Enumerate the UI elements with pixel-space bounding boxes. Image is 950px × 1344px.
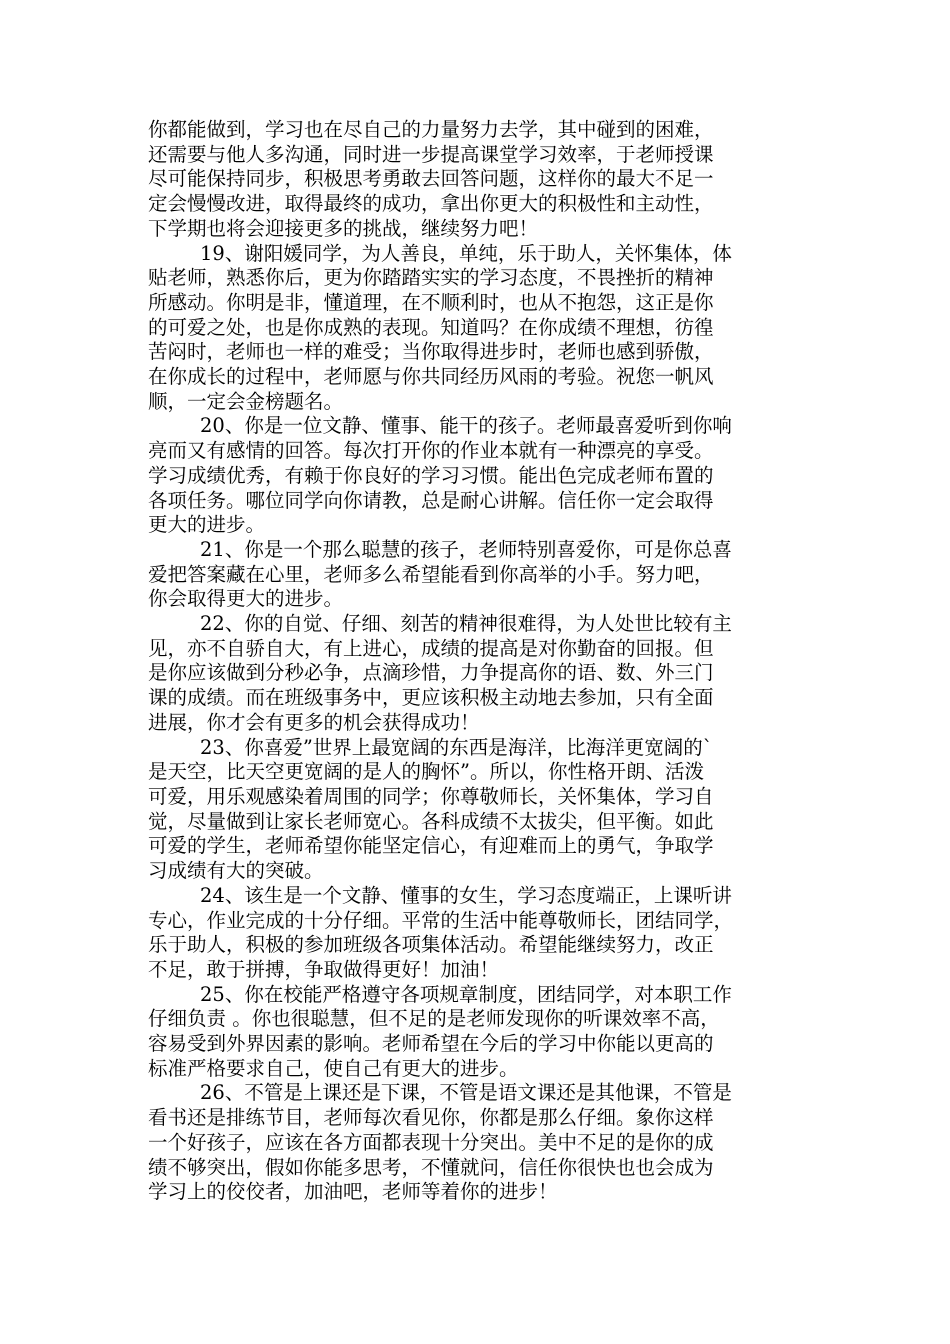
text-line: 是天空，比天空更宽阔的是人的胸怀”。所以，你性格开朗、活泼	[148, 760, 704, 784]
text-line: 仔细负责 。你也很聪慧，但不足的是老师发现你的听课效率不高，	[148, 1007, 720, 1031]
text-line: 20、你是一位文静、懂事、能干的孩子。老师最喜爱听到你响	[200, 414, 732, 438]
text-line: 的可爱之处，也是你成熟的表现。知道吗？在你成绩不理想，彷徨	[148, 315, 714, 339]
text-line: 不足，敢于拼搏，争取做得更好！加油！	[148, 957, 500, 981]
text-line: 可爱的学生，老师希望你能坚定信心，有迎难而上的勇气，争取学	[148, 834, 714, 858]
text-line: 苦闷时，老师也一样的难受；当你取得进步时，老师也感到骄傲，	[148, 340, 714, 364]
text-line: 顺，一定会金榜题名。	[148, 389, 344, 413]
paragraph-20	[148, 414, 828, 538]
text-line: 容易受到外界因素的影响。老师希望在今后的学习中你能以更高的	[148, 1032, 714, 1056]
paragraph-24	[148, 884, 828, 983]
text-line: 爱把答案藏在心里，老师多么希望能看到你高举的小手。努力吧，	[148, 562, 714, 586]
text-line: 24、该生是一个文静、懂事的女生，学习态度端正，上课听讲	[200, 883, 732, 907]
text-line: 各项任务。哪位同学向你请教，总是耐心讲解。信任你一定会取得	[148, 488, 714, 512]
text-line: 所感动。你明是非，懂道理，在不顺利时，也从不抱怨，这正是你	[148, 290, 714, 314]
text-line: 学习上的佼佼者，加油吧，老师等着你的进步！	[148, 1180, 558, 1204]
text-line: 绩不够突出，假如你能多思考，不懂就问，信任你很快也也会成为	[148, 1155, 714, 1179]
text-line: 是你应该做到分秒必争，点滴珍惜，力争提高你的语、数、外三门	[148, 661, 714, 685]
body-text	[148, 118, 828, 1205]
text-line: 23、你喜爱”世界上最宽阔的东西是海洋，比海洋更宽阔的`	[200, 735, 713, 759]
text-line: 你会取得更大的进步。	[148, 587, 344, 611]
text-line: 乐于助人，积极的参加班级各项集体活动。希望能继续努力，改正	[148, 933, 714, 957]
text-line: 习成绩有大的突破。	[148, 859, 324, 883]
paragraph-22	[148, 612, 828, 736]
paragraph-23	[148, 736, 828, 884]
text-line: 专心，作业完成的十分仔细。平常的生活中能尊敬师长，团结同学，	[148, 908, 734, 932]
paragraph-19	[148, 242, 828, 415]
text-line: 22、你的自觉、仔细、刻苦的精神很难得，为人处世比较有主	[200, 612, 732, 636]
text-line: 亮而又有感情的回答。每次打开你的作业本就有一种漂亮的享受。	[148, 439, 714, 463]
text-line: 课的成绩。而在班级事务中，更应该积极主动地去参加，只有全面	[148, 686, 714, 710]
text-line: 进展，你才会有更多的机会获得成功！	[148, 710, 480, 734]
text-line: 19、谢阳媛同学，为人善良，单纯，乐于助人，关怀集体，体	[200, 241, 732, 265]
paragraph-26	[148, 1081, 828, 1205]
paragraph-continued	[148, 118, 828, 242]
text-line: 你都能做到，学习也在尽自己的力量努力去学，其中碰到的困难，	[148, 118, 714, 141]
paragraph-21	[148, 538, 828, 612]
text-line: 还需要与他人多沟通，同时进一步提高课堂学习效率，于老师授课	[148, 142, 714, 166]
text-line: 贴老师，熟悉你后，更为你踏踏实实的学习态度，不畏挫折的精神	[148, 266, 714, 290]
text-line: 觉，尽量做到让家长老师宽心。各科成绩不太拔尖，但平衡。如此	[148, 809, 714, 833]
text-line: 26、不管是上课还是下课，不管是语文课还是其他课，不管是	[200, 1081, 732, 1105]
text-line: 25、你在校能严格遵守各项规章制度，团结同学，对本职工作	[200, 982, 732, 1006]
paragraph-25	[148, 983, 828, 1082]
text-line: 标准严格要求自己，使自己有更大的进步。	[148, 1056, 519, 1080]
text-line: 下学期也将会迎接更多的挑战，继续努力吧！	[148, 216, 539, 240]
text-line: 21、你是一个那么聪慧的孩子，老师特别喜爱你，可是你总喜	[200, 537, 732, 561]
text-line: 可爱，用乐观感染着周围的同学；你尊敬师长，关怀集体，学习自	[148, 784, 714, 808]
text-line: 学习成绩优秀，有赖于你良好的学习习惯。能出色完成老师布置的	[148, 463, 714, 487]
text-line: 见，亦不自骄自大，有上进心，成绩的提高是对你勤奋的回报。但	[148, 636, 714, 660]
text-line: 尽可能保持同步，积极思考勇敢去回答问题，这样你的最大不足一	[148, 167, 714, 191]
text-line: 一个好孩子，应该在各方面都表现十分突出。美中不足的是你的成	[148, 1130, 714, 1154]
text-line: 看书还是排练节目，老师每次看见你，你都是那么仔细。象你这样	[148, 1106, 714, 1130]
text-line: 更大的进步。	[148, 513, 266, 537]
text-line: 在你成长的过程中，老师愿与你共同经历风雨的考验。祝您一帆风	[148, 365, 714, 389]
text-line: 定会慢慢改进，取得最终的成功，拿出你更大的积极性和主动性，	[148, 192, 714, 216]
